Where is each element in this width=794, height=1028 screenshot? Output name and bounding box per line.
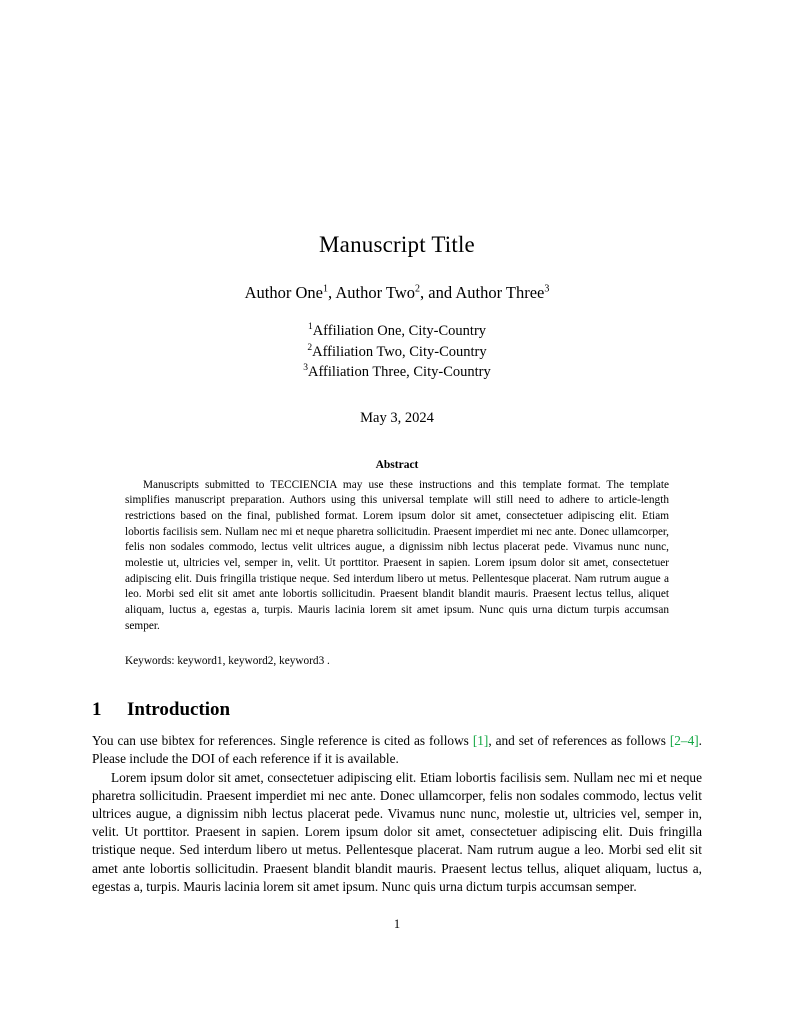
affiliation-item xyxy=(92,321,702,342)
citation-link-1[interactable]: [1] xyxy=(472,733,489,749)
author-name-1: Author One xyxy=(244,283,323,302)
affiliation-marker: 1 xyxy=(307,322,313,333)
affiliation-text: Affiliation One, City-Country xyxy=(312,323,487,339)
author-name-2: Author Two xyxy=(335,283,416,302)
section-paragraph-2: Lorem ipsum dolor sit amet, consectetuer adipiscing elit. Etiam lobortis facilisis sem. Nullam nec mi et neque pharetra sollicitudin. Praesent imperdiet mi nec ante. Donec ullamcorper, felis non sodales commodo, lectus velit ultrices augue, a dignissim nibh lectus placerat pede. Vivamus nunc nunc, molestie ut, ultricies vel, semper in, velit. Ut porttitor. Praesent in sapien. Lorem ipsum dolor sit amet, consectetuer adipiscing elit. Duis fringilla tristique neque. Sed interdum libero ut metus. Pellentesque placerat. Nam rutrum augue a leo. Morbi sed elit sit amet ante lobortis sollicitudin. Praesent blandit blandit mauris. Praesent lectus tellus, aliquet aliquam, luctus a, egestas a, turpis. Mauris lacinia lorem sit amet ipsum. Nunc quis urna dictum turpis accumsan semper. xyxy=(92,769,702,894)
affiliation-list xyxy=(92,321,702,383)
paragraph-text-mid: , and set of references as follows xyxy=(488,733,670,749)
affiliation-marker: 2 xyxy=(307,342,313,353)
citation-link-2[interactable]: [2–4] xyxy=(669,733,699,749)
author-separator-2: , and xyxy=(420,283,456,302)
page-title: Manuscript Title xyxy=(319,232,475,257)
author-affiliation-marker-2: 2 xyxy=(415,283,421,295)
abstract-section xyxy=(125,459,669,634)
section-number: 1 xyxy=(92,699,102,721)
affiliation-text: Affiliation Two, City-Country xyxy=(312,343,487,360)
paragraph-text-pre: You can use bibtex for references. Single reference is cited as follows xyxy=(92,733,473,749)
affiliation-text: Affiliation Three, City-Country xyxy=(308,364,491,381)
author-affiliation-marker-3: 3 xyxy=(544,283,550,295)
section-heading-introduction xyxy=(92,699,702,721)
section-paragraph-1 xyxy=(92,732,702,768)
affiliation-item xyxy=(92,342,702,363)
author-separator-1: , xyxy=(328,283,336,302)
paper-content xyxy=(92,0,702,896)
author-list xyxy=(92,283,702,303)
page-number: 1 xyxy=(393,917,401,931)
keywords-line: Keywords: keyword1, keyword2, keyword3 . xyxy=(125,655,330,668)
abstract-text: Manuscripts submitted to TECCIENCIA may use these instructions and this template format. The template simplifies manuscript preparation. Authors using this universal template will still need to adhere to article-length restrictions based on the final, published format. Lorem ipsum dolor sit amet, consectetuer adipiscing elit. Etiam lobortis facilisis sem. Nullam nec mi et neque pharetra sollicitudin. Praesent imperdiet mi nec ante. Donec ullamcorper, felis non sodales commodo, lectus velit ultrices augue, a dignissim nibh lectus placerat pede. Vivamus nunc nunc, molestie ut, ultricies vel, semper in, velit. Ut porttitor. Praesent in sapien. Lorem ipsum dolor sit amet, consectetuer adipiscing elit. Duis fringilla tristique neque. Sed interdum libero ut metus. Pellentesque placerat. Nam rutrum augue a leo. Morbi sed elit sit amet ante lobortis sollicitudin. Praesent blandit blandit mauris. Praesent lectus tellus, aliquet aliquam, luctus a, egestas a, turpis. Mauris lacinia lorem sit amet ipsum. Nunc quis urna dictum turpis accumsan semper. xyxy=(125,478,669,632)
author-name-3: Author Three xyxy=(455,283,545,302)
section-title: Introduction xyxy=(127,699,231,721)
publication-date: May 3, 2024 xyxy=(360,409,434,426)
abstract-heading: Abstract xyxy=(375,458,419,471)
paragraph-text-post: . Please include the DOI of each reference if it is available. xyxy=(92,733,702,767)
author-affiliation-marker-1: 1 xyxy=(323,283,328,295)
affiliation-marker: 3 xyxy=(303,363,309,374)
affiliation-item xyxy=(92,362,702,383)
